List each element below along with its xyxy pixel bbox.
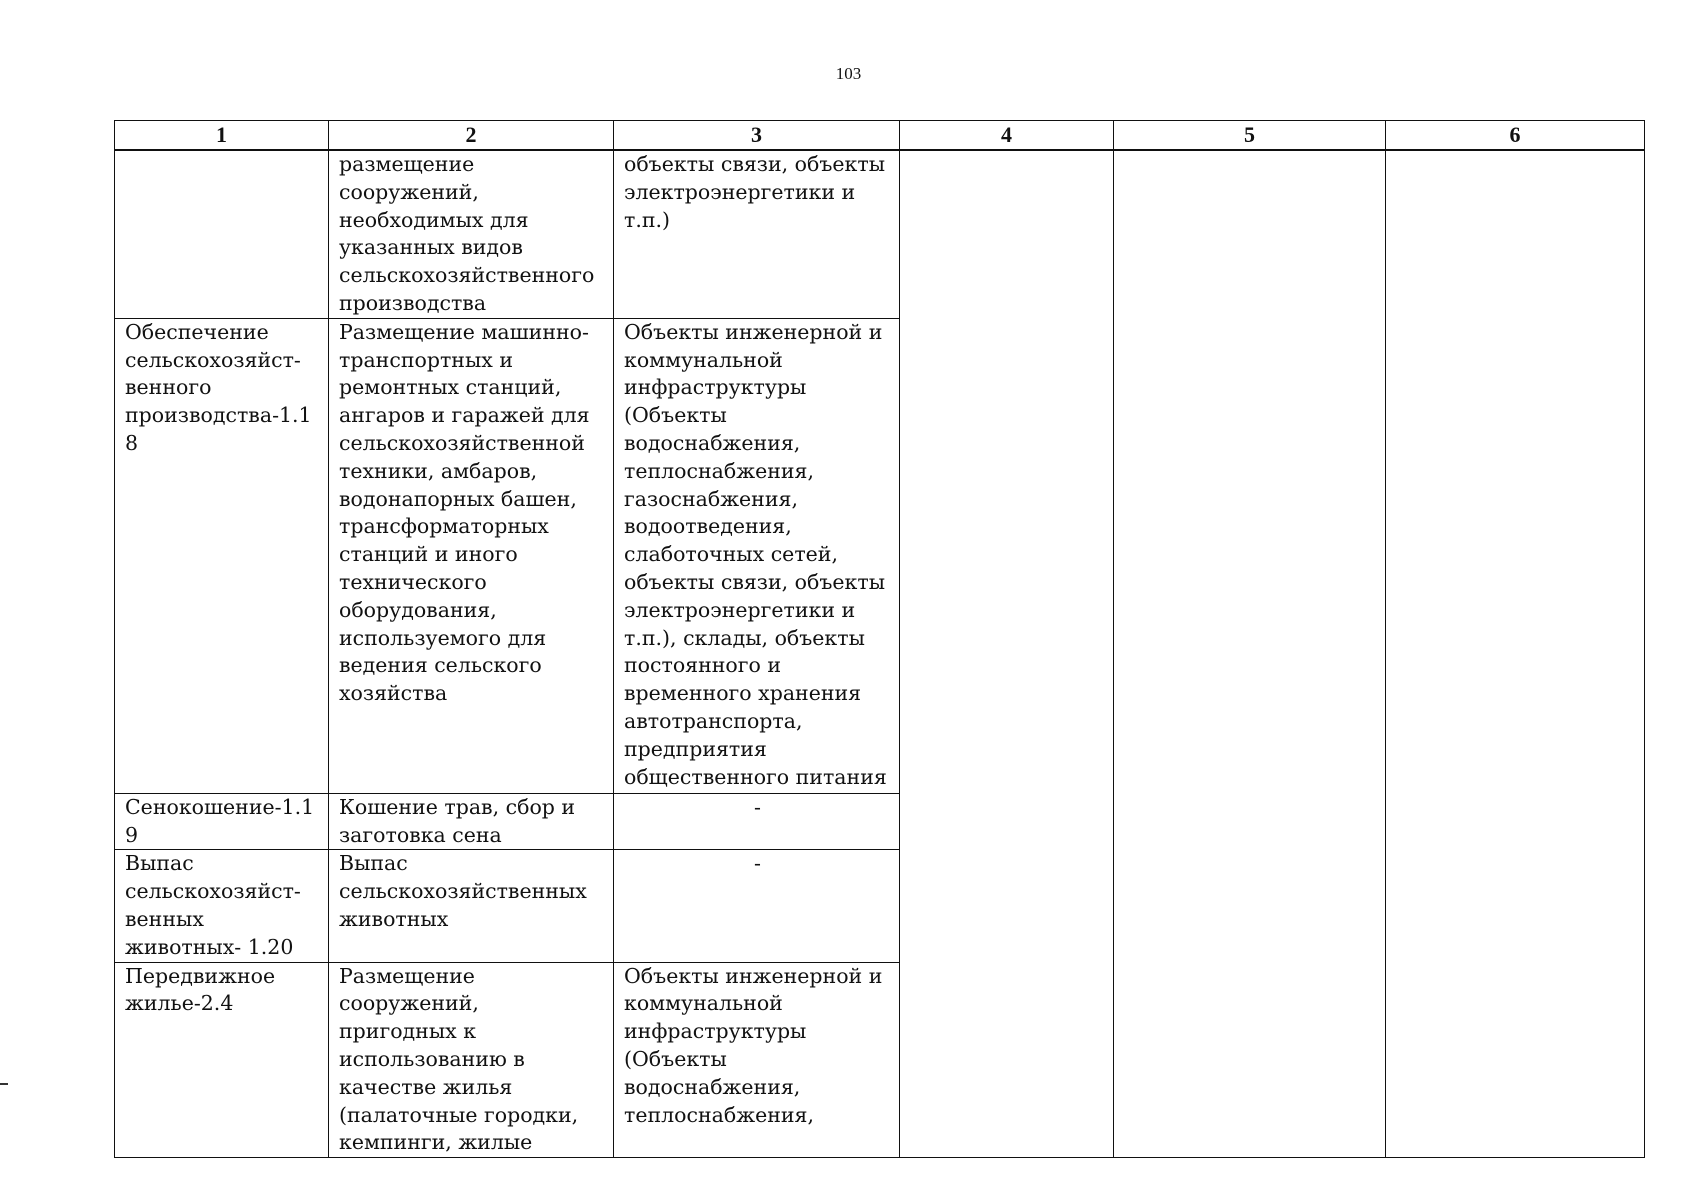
land-use-table xyxy=(114,120,1645,1158)
table-cell xyxy=(614,793,900,850)
table-cell xyxy=(329,793,614,850)
cell-text: - xyxy=(754,794,761,819)
cell-text: Размещение машинно- транспортных и ремонтных станций, ангаров и гаражей для сельскохозяйственной техники, амбаров, водонапорных башен, трансформаторных станций и иного технического оборудования, используемого для ведения сельского хозяйства xyxy=(339,319,590,706)
cell-text: Размещение сооружений, пригодных к использованию в качестве жилья (палаточные городки, кемпинги, жилые xyxy=(339,963,579,1155)
cell-text: Сенокошение-1.19 xyxy=(125,794,315,847)
empty-cell-col-5 xyxy=(1114,150,1386,1158)
table-cell xyxy=(614,150,900,318)
table-cell xyxy=(115,150,329,318)
cell-text: - xyxy=(754,851,761,876)
table-cell xyxy=(329,150,614,318)
column-header-5: 5 xyxy=(1114,121,1386,151)
table-cell xyxy=(614,850,900,962)
column-header-6: 6 xyxy=(1386,121,1645,151)
table-cell xyxy=(329,318,614,793)
column-header-3: 3 xyxy=(614,121,900,151)
page-number: 103 xyxy=(835,64,862,83)
cell-text: Объекты инженерной и коммунальной инфраструктуры (Объекты водоснабжения, теплоснабжения, xyxy=(624,963,883,1127)
cell-text: Выпас сельскохозяйственных животных xyxy=(339,851,587,931)
cell-text: Передвижное жилье-2.4 xyxy=(125,963,276,1016)
cell-text: Объекты инженерной и коммунальной инфраструктуры (Объекты водоснабжения, теплоснабжения, газоснабжения, водоотведения, слаботочных сетей, объекты связи, объекты электроэнергетики и т.п.), склады, объекты постоянного и временного хранения автотранспорта, предприятия общественного питания xyxy=(624,319,887,789)
table-cell xyxy=(115,850,329,962)
table-cell xyxy=(329,850,614,962)
cell-text: Выпас сельскохозяйст- венных животных- 1.20 xyxy=(125,851,301,959)
margin-mark xyxy=(0,1083,8,1085)
cell-text: размещение сооружений, необходимых для указанных видов сельскохозяйственного производства xyxy=(339,152,595,315)
cell-text: Кошение трав, сбор и заготовка сена xyxy=(339,794,576,847)
table-header-row xyxy=(115,121,1645,151)
table-row xyxy=(115,150,1645,318)
table-cell xyxy=(614,962,900,1158)
table-cell xyxy=(115,318,329,793)
table-cell xyxy=(329,962,614,1158)
table-cell xyxy=(115,793,329,850)
table-cell xyxy=(115,962,329,1158)
column-header-4: 4 xyxy=(900,121,1114,151)
cell-text: Обеспечение сельскохозяйст- венного производства-1.18 xyxy=(125,319,312,455)
column-header-1: 1 xyxy=(115,121,329,151)
empty-cell-col-4 xyxy=(900,150,1114,1158)
table-cell xyxy=(614,318,900,793)
empty-cell-col-6 xyxy=(1386,150,1645,1158)
cell-text: объекты связи, объекты электроэнергетики и т.п.) xyxy=(624,152,886,232)
column-header-2: 2 xyxy=(329,121,614,151)
